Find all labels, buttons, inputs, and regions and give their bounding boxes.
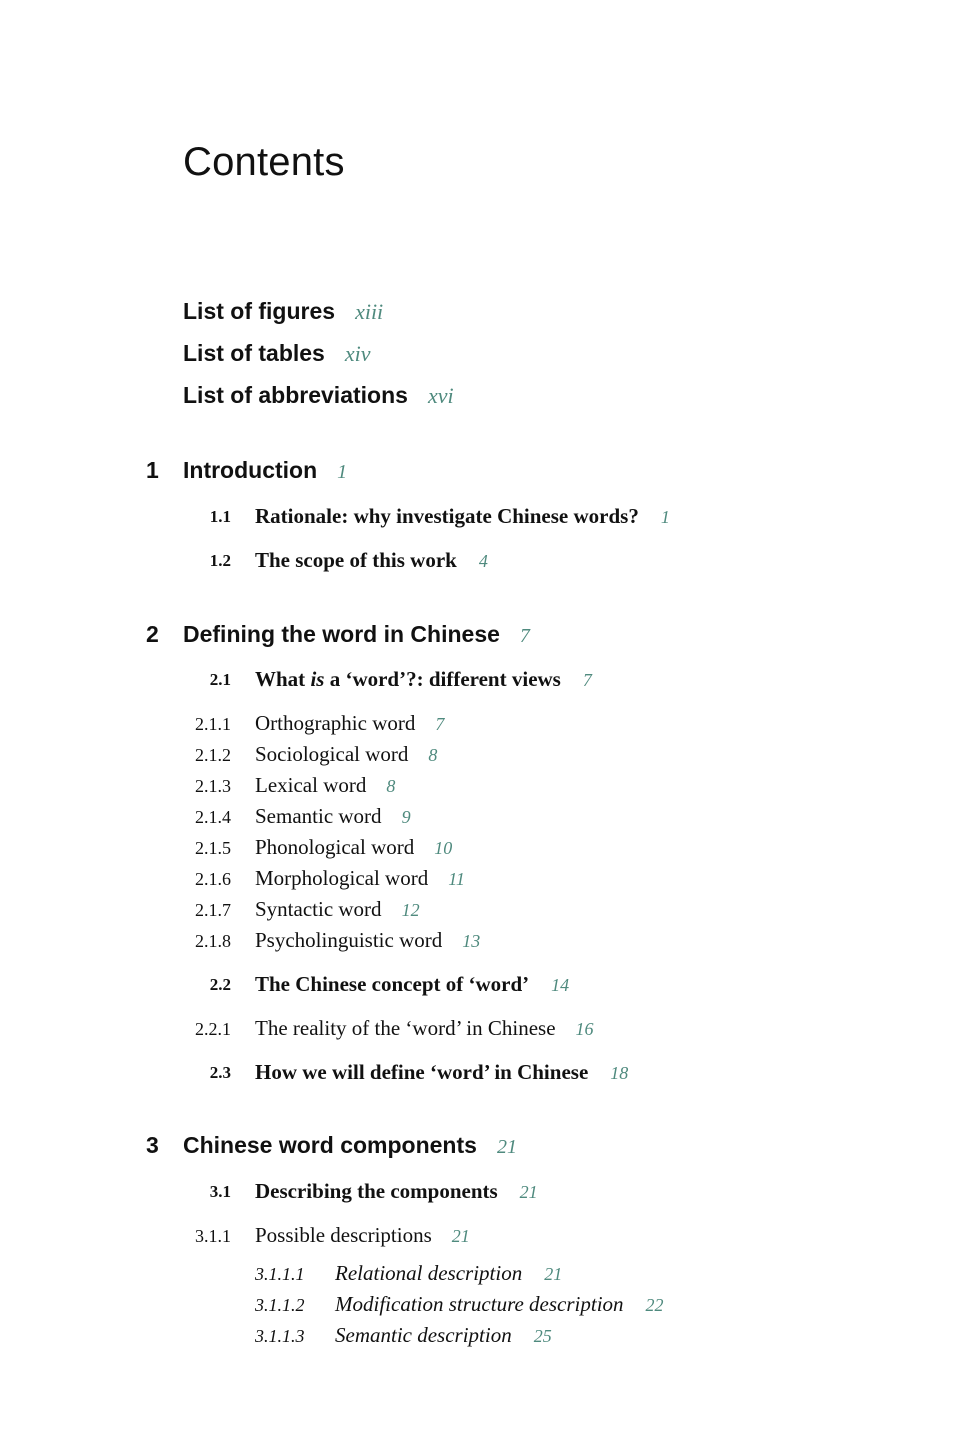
section-title: Rationale: why investigate Chinese words? (255, 504, 639, 528)
page-number: 21 (519, 1182, 538, 1202)
subsection-title: The reality of the ‘word’ in Chinese (255, 1016, 556, 1040)
page-number: 21 (451, 1226, 470, 1246)
subsection-title: Psycholinguistic word (255, 928, 443, 952)
page-number: 4 (478, 551, 488, 571)
section-title: How we will define ‘word’ in Chinese (255, 1060, 589, 1084)
subsection-number: 2.1.5 (195, 838, 231, 858)
subsubsection-title: Modification structure description (335, 1292, 624, 1316)
subsection-number: 2.1.6 (195, 869, 231, 889)
page-number: 9 (401, 807, 411, 827)
section-title: Describing the components (255, 1179, 498, 1203)
page-number: 8 (428, 745, 438, 765)
section-title-part: What (255, 667, 311, 691)
chapter-number: 2 (146, 621, 159, 647)
subsection-title: Lexical word (255, 773, 367, 797)
subsubsection-title: Relational description (335, 1261, 523, 1285)
page-number: 16 (575, 1019, 594, 1039)
chapter-number: 1 (146, 457, 159, 483)
page-number: 7 (519, 625, 530, 647)
subsubsection-number: 3.1.1.2 (255, 1295, 305, 1315)
chapter-title: Defining the word in Chinese (183, 621, 500, 647)
page-number: 18 (610, 1063, 629, 1083)
page-number: 25 (533, 1326, 552, 1346)
chapter-title: Chinese word components (183, 1132, 477, 1158)
page-number: 22 (645, 1295, 664, 1315)
chapter-number: 3 (146, 1132, 159, 1158)
subsection-title: Sociological word (255, 742, 409, 766)
section-title-part: a ‘word’?: different views (324, 667, 561, 691)
page-title: Contents (183, 140, 345, 184)
page-number: 21 (544, 1264, 563, 1284)
subsection-title: Syntactic word (255, 897, 382, 921)
subsubsection-title: Semantic description (335, 1323, 512, 1347)
page-number: 1 (660, 507, 670, 527)
subsection-number: 2.2.1 (195, 1019, 231, 1039)
toc-entry-list-of-abbreviations[interactable] (183, 382, 454, 409)
page-number: xiii (355, 299, 384, 324)
page-number: 12 (401, 900, 420, 920)
page-number: 1 (337, 461, 348, 483)
section-number: 1.2 (209, 551, 231, 570)
section-number: 2.2 (209, 975, 231, 994)
subsubsection-number: 3.1.1.3 (255, 1326, 305, 1346)
page-number: 11 (448, 869, 465, 889)
toc-entry-list-of-figures[interactable] (183, 298, 383, 325)
section-title: The Chinese concept of ‘word’ (255, 972, 530, 996)
entry-label: List of tables (183, 340, 325, 366)
subsection-number: 2.1.1 (195, 714, 231, 734)
subsection-number: 2.1.8 (195, 931, 231, 951)
page-number: 8 (386, 776, 396, 796)
section-title-emphasis: is (310, 667, 325, 691)
page-number: 10 (434, 838, 453, 858)
subsection-number: 2.1.2 (195, 745, 231, 765)
subsection-number: 2.1.4 (195, 807, 231, 827)
subsection-number: 3.1.1 (195, 1226, 231, 1246)
section-number: 2.3 (209, 1063, 231, 1082)
page-number: 13 (462, 931, 481, 951)
subsection-title: Phonological word (255, 835, 415, 859)
entry-label: List of figures (183, 298, 336, 324)
page-number: xvi (427, 383, 454, 408)
toc-entry-list-of-tables[interactable] (183, 340, 371, 367)
page-number: xiv (344, 341, 371, 366)
subsection-number: 2.1.3 (195, 776, 231, 796)
section-number: 3.1 (209, 1182, 231, 1201)
chapter-title: Introduction (183, 457, 318, 483)
section-number: 2.1 (209, 670, 231, 689)
entry-label: List of abbreviations (183, 382, 408, 408)
subsubsection-number: 3.1.1.1 (255, 1264, 305, 1284)
page-number: 7 (582, 670, 592, 690)
page-number: 7 (435, 714, 445, 734)
section-title: The scope of this work (255, 548, 457, 572)
subsection-number: 2.1.7 (195, 900, 231, 920)
page-number: 14 (551, 975, 570, 995)
section-number: 1.1 (209, 507, 231, 526)
page-number: 21 (496, 1136, 517, 1158)
subsection-title: Possible descriptions (255, 1223, 432, 1247)
subsection-title: Orthographic word (255, 711, 416, 735)
subsection-title: Morphological word (255, 866, 429, 890)
subsection-title: Semantic word (255, 804, 382, 828)
